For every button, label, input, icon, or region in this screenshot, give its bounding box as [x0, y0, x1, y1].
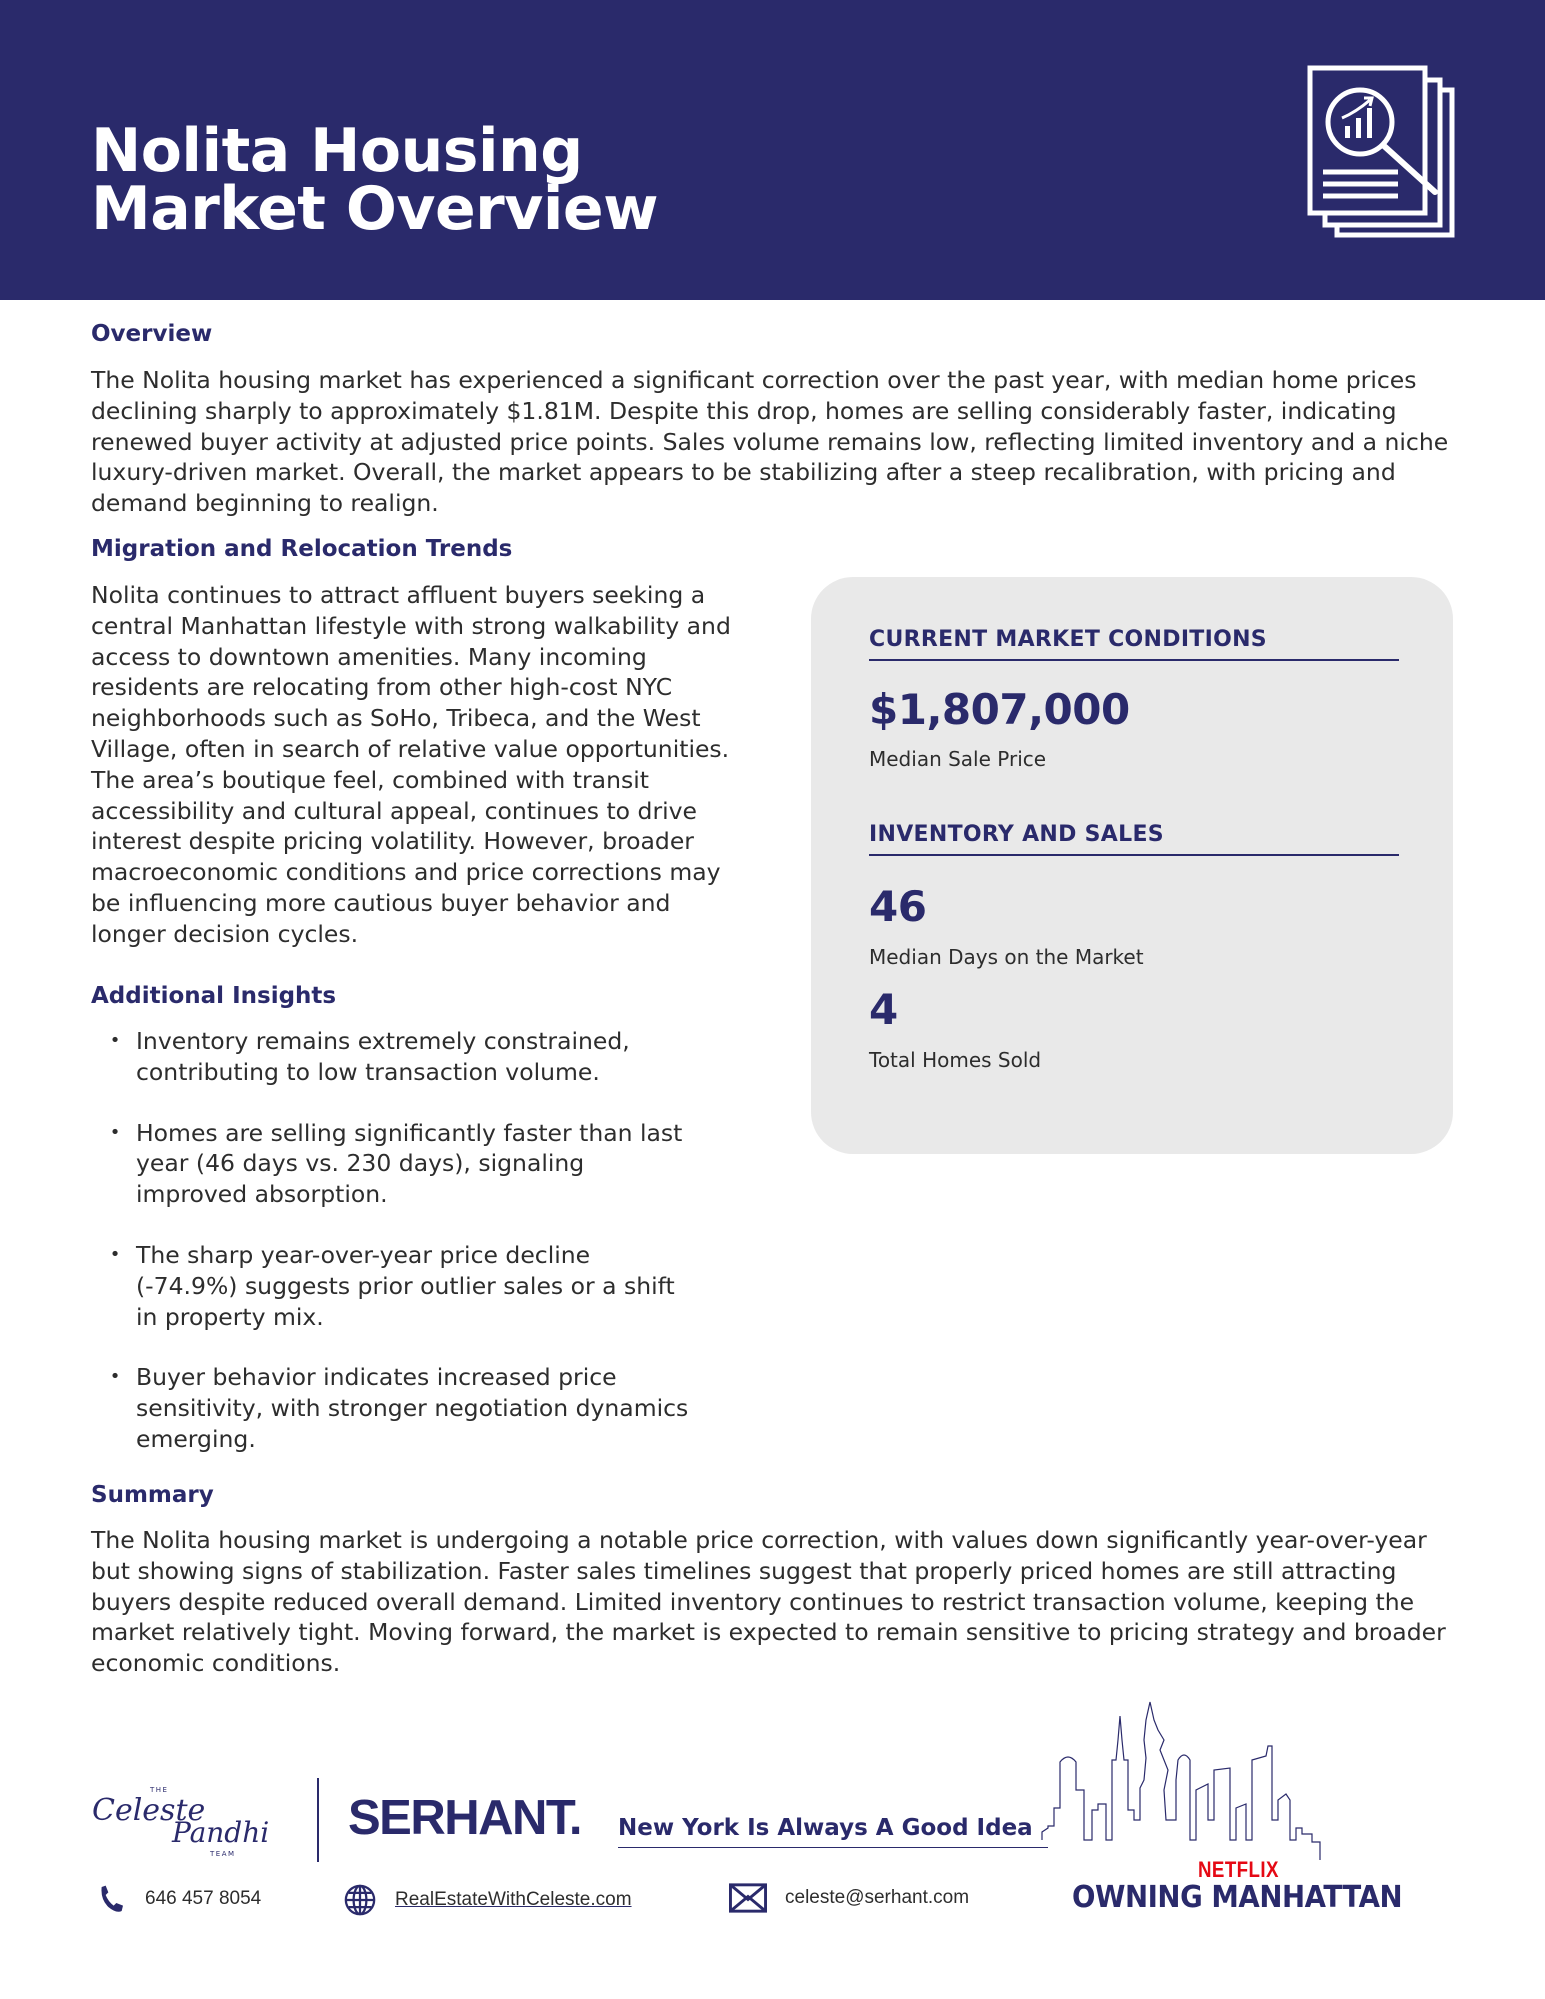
bullet-icon: •: [109, 1030, 121, 1051]
median-days-value: 46: [869, 882, 927, 931]
page-title: [91, 116, 659, 244]
logo-name-last: Pandhi: [172, 1816, 270, 1849]
bullet-icon: •: [109, 1243, 121, 1265]
homes-sold-label: Total Homes Sold: [869, 1048, 1042, 1072]
celeste-pandhi-team-logo: [90, 1778, 290, 1858]
owning-manhattan-logo: OWNING MANHATTAN: [1072, 1880, 1403, 1915]
overview-heading: Overview: [91, 321, 213, 347]
median-price-value: $1,807,000: [869, 685, 1130, 734]
tagline: New York Is Always A Good Idea: [618, 1815, 1048, 1848]
website-link[interactable]: RealEstateWithCeleste.com: [395, 1889, 632, 1910]
envelope-icon: [729, 1883, 767, 1913]
list-item: [108, 1240, 698, 1332]
inventory-sales-heading: INVENTORY AND SALES: [869, 822, 1399, 856]
insights-heading: Additional Insights: [91, 983, 337, 1009]
summary-heading: Summary: [91, 1482, 214, 1508]
logo-team: TEAM: [210, 1850, 236, 1858]
serhant-logo: SERHANT.: [348, 1791, 582, 1845]
homes-sold-value: 4: [869, 985, 898, 1034]
footer-divider: [317, 1778, 319, 1862]
page-title-line-2: Market Overview: [91, 174, 659, 244]
email-address: celeste@serhant.com: [785, 1887, 970, 1908]
median-price-label: Median Sale Price: [869, 747, 1047, 771]
list-item: [108, 1118, 698, 1210]
median-days-label: Median Days on the Market: [869, 945, 1144, 969]
bullet-icon: •: [109, 1366, 121, 1388]
phone-number: 646 457 8054: [145, 1888, 262, 1909]
page-header: [0, 0, 1545, 300]
insight-text: Buyer behavior indicates increased price sensitivity, with stronger negotiation dynamics emerging.: [136, 1363, 689, 1453]
insight-text: Homes are selling significantly faster than last year (46 days vs. 230 days), signaling improved absorption.: [136, 1118, 683, 1209]
market-conditions-heading: CURRENT MARKET CONDITIONS: [869, 627, 1399, 661]
overview-paragraph: The Nolita housing market has experienced a significant correction over the past year, with median home prices declining sharply to approximately $1.81M. Despite this drop, homes are selling considerably faster, indicating renewed buyer activity at adjusted price points. Sales volume remains low, reflecting limited inventory and a niche luxury-driven market. Overall, the market appears to be stabilizing after a steep recalibration, with pricing and demand beginning to realign.: [91, 366, 1449, 518]
migration-paragraph: Nolita continues to attract affluent buyers seeking a central Manhattan lifestyle with strong walkability and access to downtown amenities. Many incoming residents are relocating from other high-cost NYC neighborhoods such as SoHo, Tribeca, and the West Village, often in search of relative value opportunities. The area’s boutique feel, combined with transit accessibility and cultural appeal, continues to drive interest despite pricing volatility. However, broader macroeconomic conditions and price corrections may be influencing more cautious buyer behavior and longer decision cycles.: [91, 581, 731, 948]
insight-text: The sharp year-over-year price decline (-74.9%) suggests prior outlier sales or a shift in property mix.: [136, 1240, 675, 1331]
migration-heading: Migration and Relocation Trends: [91, 536, 513, 562]
website-contact[interactable]: [343, 1883, 632, 1917]
netflix-logo: NETFLIX: [1198, 1857, 1279, 1882]
market-report-magnifier-icon: [1290, 60, 1460, 240]
page-title-line-1: Nolita Housing: [91, 116, 583, 186]
phone-contact[interactable]: [95, 1883, 261, 1915]
phone-icon: [95, 1883, 127, 1915]
logo-name-first: Celeste: [92, 1793, 206, 1828]
nyc-skyline-icon: [1040, 1700, 1460, 1860]
insights-list: [108, 1026, 698, 1485]
list-item: [108, 1362, 698, 1454]
bullet-icon: •: [109, 1121, 121, 1143]
insight-text: Inventory remains extremely constrained, contributing to low transaction volume.: [136, 1027, 630, 1086]
summary-paragraph: The Nolita housing market is undergoing a notable price correction, with values down significantly year-over-year but showing signs of stabilization. Faster sales timelines suggest that properly priced homes are still attracting buyers despite reduced overall demand. Limited inventory continues to restrict transaction volume, keeping the market relatively tight. Moving forward, the market is expected to remain sensitive to pricing strategy and broader economic conditions.: [91, 1526, 1446, 1678]
email-contact[interactable]: [729, 1883, 969, 1913]
globe-icon: [343, 1883, 377, 1917]
list-item: [108, 1026, 698, 1088]
logo-the: THE: [150, 1786, 169, 1794]
market-conditions-card: [811, 577, 1453, 1154]
